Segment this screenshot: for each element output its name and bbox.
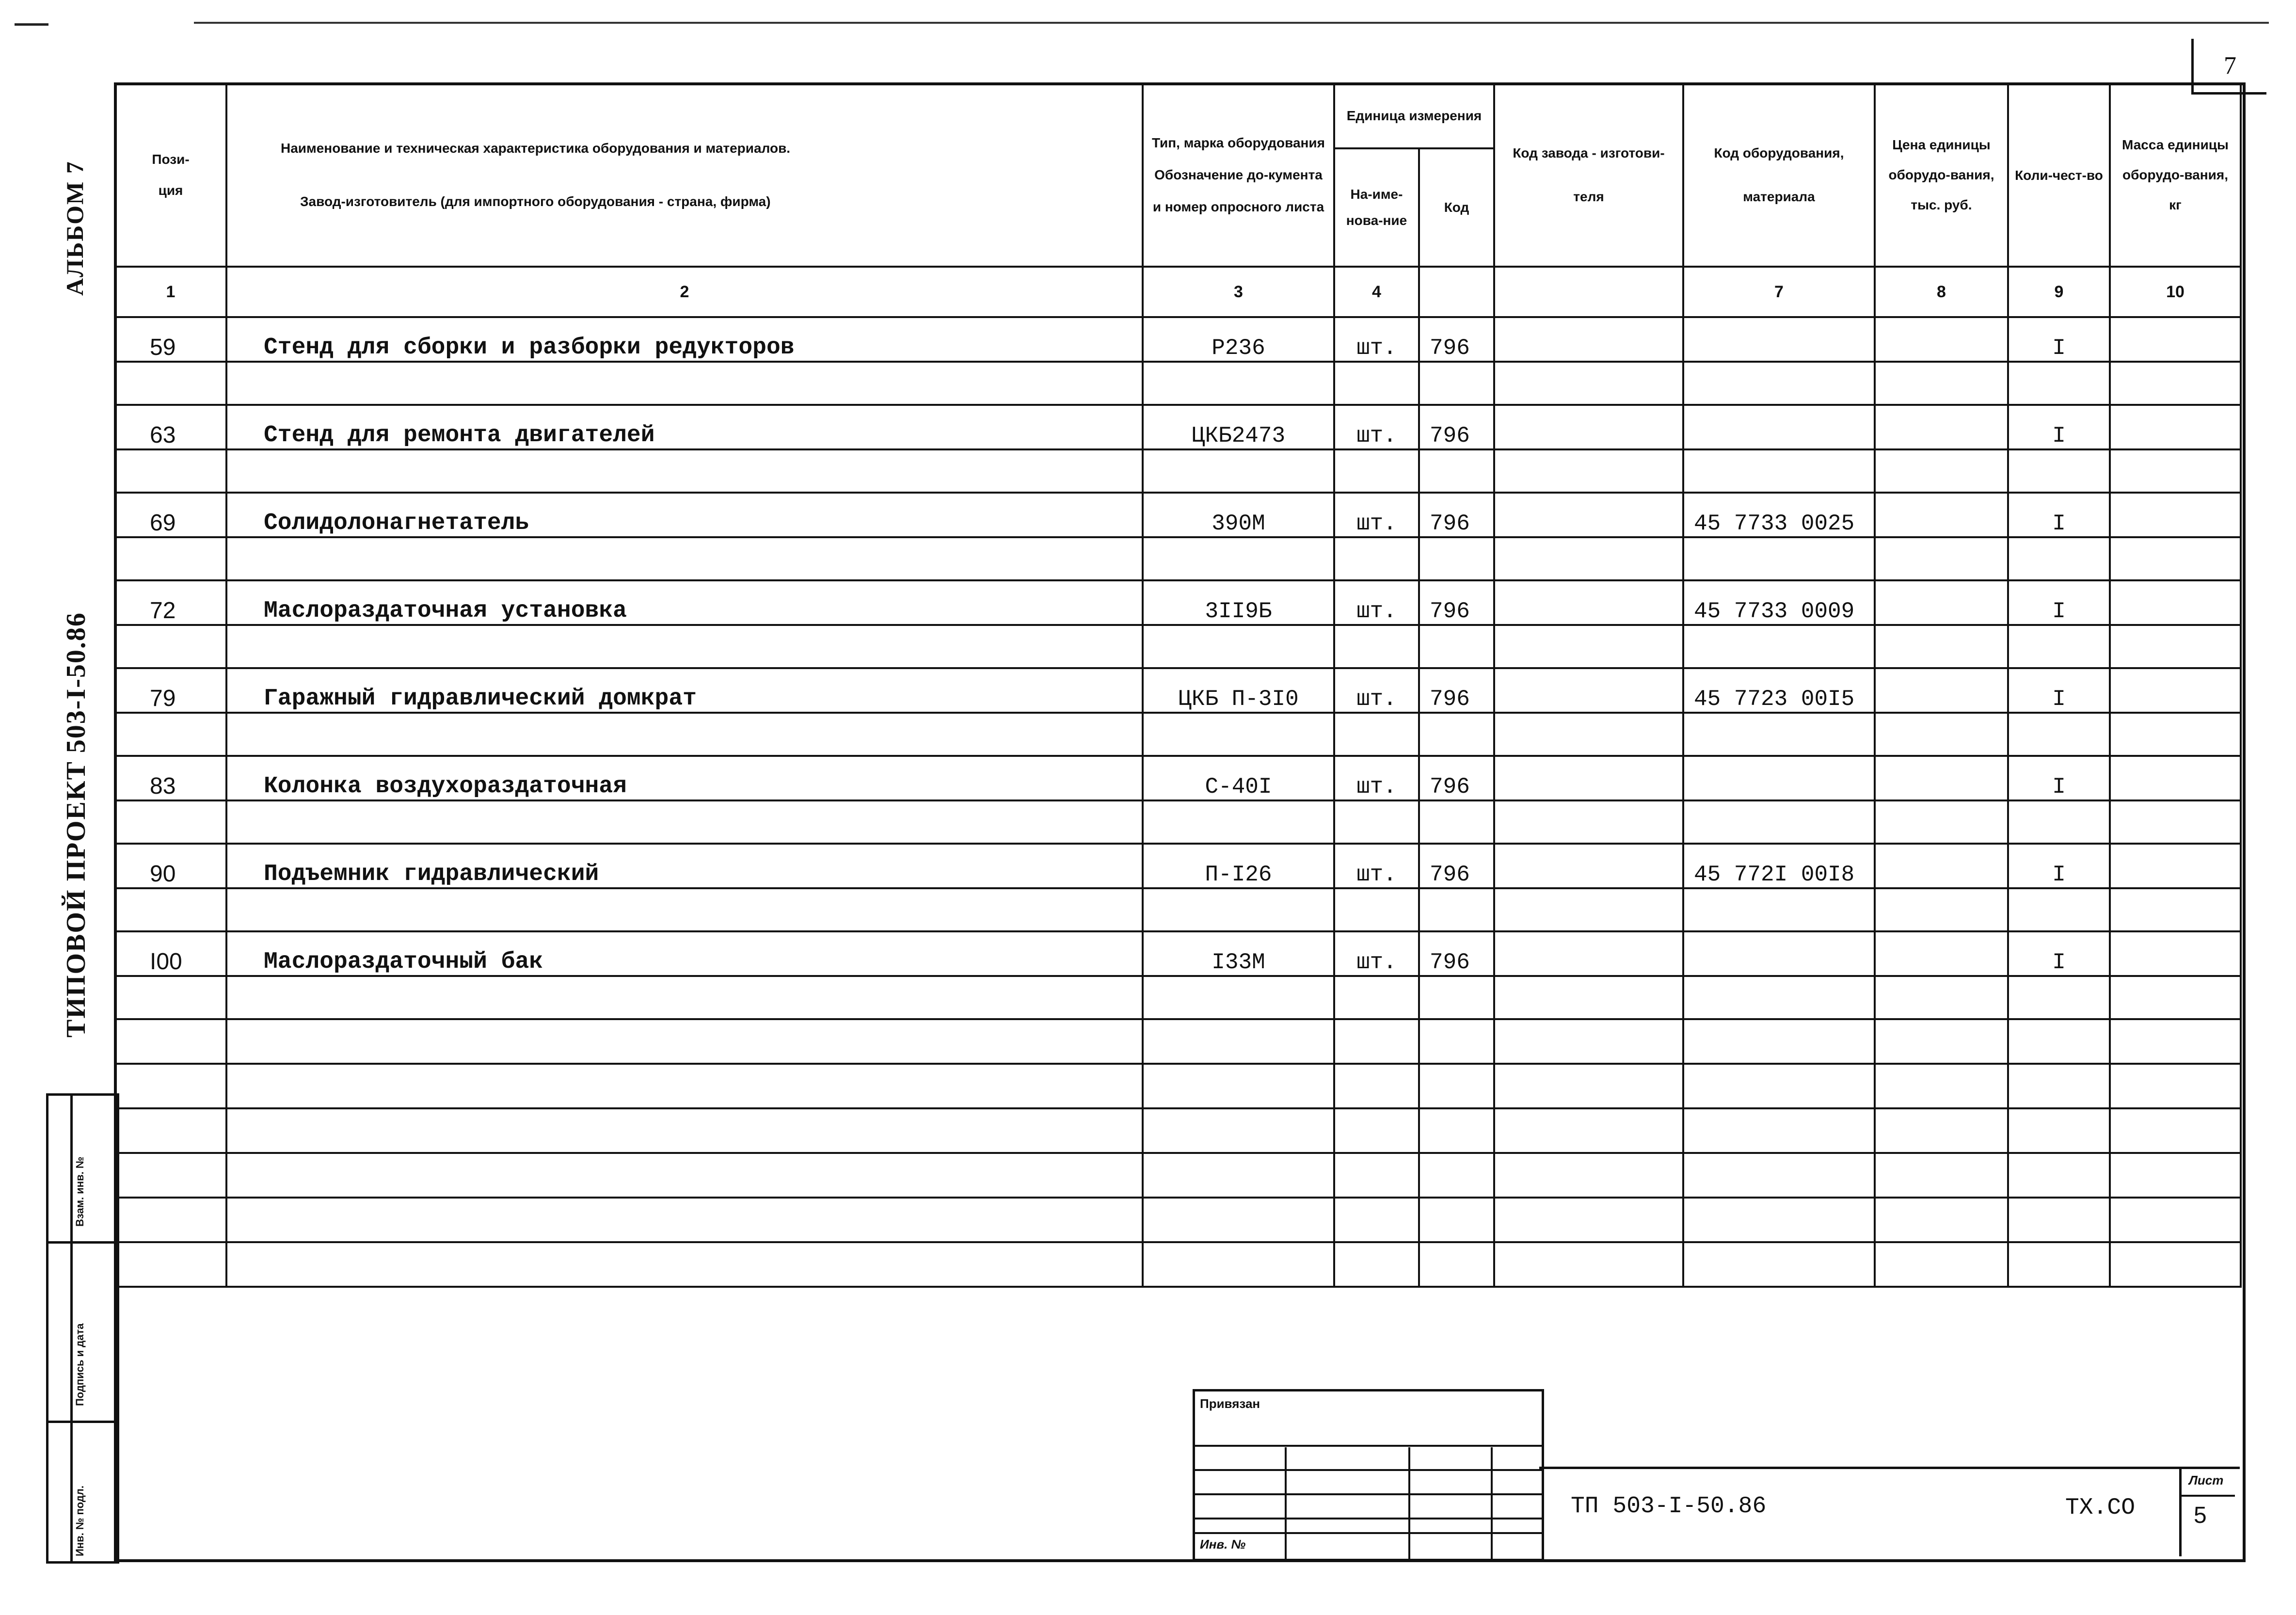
sheet-number: 5 <box>2194 1503 2207 1528</box>
column-number: 1 <box>115 267 226 317</box>
cell-type: 3II9Б <box>1143 580 1334 625</box>
cell-mass <box>2110 756 2241 800</box>
table-row <box>115 493 2241 537</box>
cell-pos: 59 <box>115 317 226 362</box>
cell-type: ЦКБ2473 <box>1143 405 1334 449</box>
cell-mass <box>2110 844 2241 888</box>
cell-factory-code <box>1494 405 1683 449</box>
page-number: 7 <box>2191 39 2266 95</box>
cell-qty: I <box>2008 668 2110 713</box>
header-equipment-code: Код оборудования, материала <box>1683 83 1875 267</box>
table-spacer-row <box>115 976 2241 1019</box>
cell-unit-code: 796 <box>1419 668 1494 713</box>
cell-name: Стенд для ремонта двигателей <box>226 405 1143 449</box>
cell-unit-code: 796 <box>1419 317 1494 362</box>
cell-pos: 90 <box>115 844 226 888</box>
header-name: Наименование и техническая характеристика оборудования и материалов. Завод-изготовитель (для импортного оборудования - страна, фирма) <box>226 83 1143 267</box>
cell-type: Р236 <box>1143 317 1334 362</box>
cell-equip-code <box>1683 317 1875 362</box>
cell-factory-code <box>1494 668 1683 713</box>
cell-unit-code: 796 <box>1419 844 1494 888</box>
column-number <box>1419 267 1494 317</box>
album-label: АЛЬБОМ 7 <box>61 160 88 296</box>
cell-equip-code <box>1683 756 1875 800</box>
cell-name: Колонка воздухораздаточная <box>226 756 1143 800</box>
cell-unit: шт. <box>1334 668 1419 713</box>
cell-mass <box>2110 405 2241 449</box>
cell-pos: 72 <box>115 580 226 625</box>
header-factory-code: Код завода - изготови-теля <box>1494 83 1683 267</box>
title-block <box>1193 1389 2240 1556</box>
cell-factory-code <box>1494 317 1683 362</box>
empty-row <box>115 1198 2241 1242</box>
stamp-label-inv: Инв. № подл. <box>74 1486 86 1556</box>
document-code: ТП 503-I-50.86 <box>1571 1493 1767 1519</box>
cell-equip-code: 45 7733 0025 <box>1683 493 1875 537</box>
cell-mass <box>2110 317 2241 362</box>
table-row <box>115 844 2241 888</box>
cell-factory-code <box>1494 493 1683 537</box>
cell-equip-code: 45 772I 00I8 <box>1683 844 1875 888</box>
cell-unit: шт. <box>1334 580 1419 625</box>
cell-mass <box>2110 493 2241 537</box>
empty-row <box>115 1108 2241 1153</box>
cell-price <box>1875 844 2008 888</box>
cell-pos: I00 <box>115 931 226 976</box>
header-unit-code: Код <box>1419 148 1494 267</box>
cell-mass <box>2110 931 2241 976</box>
specification-table <box>114 82 2242 1288</box>
cell-factory-code <box>1494 580 1683 625</box>
project-label: ТИПОВОЙ ПРОЕКТ 503-I-50.86 <box>61 612 91 1038</box>
header-unit-group: Единица измерения <box>1334 83 1494 148</box>
table-row <box>115 580 2241 625</box>
cell-price <box>1875 931 2008 976</box>
column-number: 3 <box>1143 267 1334 317</box>
inventory-label: Инв. № <box>1200 1537 1246 1551</box>
header-row-1 <box>115 83 2241 148</box>
table-row <box>115 756 2241 800</box>
stamp-label-sign: Подпись и дата <box>74 1323 86 1406</box>
table-spacer-row <box>115 888 2241 931</box>
cell-name: Гаражный гидравлический домкрат <box>226 668 1143 713</box>
cell-price <box>1875 756 2008 800</box>
column-number-row <box>115 267 2241 317</box>
table-spacer-row <box>115 537 2241 580</box>
stamp-label-replace: Взам. инв. № <box>74 1156 86 1227</box>
cell-unit-code: 796 <box>1419 931 1494 976</box>
cell-pos: 63 <box>115 405 226 449</box>
header-price: Цена единицы оборудо-вания, тыс. руб. <box>1875 83 2008 267</box>
column-number: 8 <box>1875 267 2008 317</box>
cell-equip-code: 45 7723 00I5 <box>1683 668 1875 713</box>
cell-name: Солидолонагнетатель <box>226 493 1143 537</box>
cell-unit-code: 796 <box>1419 493 1494 537</box>
cell-qty: I <box>2008 493 2110 537</box>
cell-pos: 69 <box>115 493 226 537</box>
cell-factory-code <box>1494 756 1683 800</box>
cell-pos: 83 <box>115 756 226 800</box>
cell-unit: шт. <box>1334 756 1419 800</box>
cell-name: Маслораздаточная установка <box>226 580 1143 625</box>
table-spacer-row <box>115 362 2241 405</box>
cell-type: П-I26 <box>1143 844 1334 888</box>
empty-row <box>115 1064 2241 1108</box>
cell-type: С-40I <box>1143 756 1334 800</box>
cell-qty: I <box>2008 756 2110 800</box>
cell-equip-code <box>1683 931 1875 976</box>
cell-mass <box>2110 668 2241 713</box>
cell-factory-code <box>1494 931 1683 976</box>
empty-row <box>115 1153 2241 1198</box>
table-spacer-row <box>115 625 2241 668</box>
column-number <box>1494 267 1683 317</box>
cell-price <box>1875 317 2008 362</box>
column-number: 9 <box>2008 267 2110 317</box>
cell-name: Стенд для сборки и разборки редукторов <box>226 317 1143 362</box>
sheet-box <box>2179 1468 2235 1556</box>
column-number: 2 <box>226 267 1143 317</box>
cell-qty: I <box>2008 844 2110 888</box>
table-spacer-row <box>115 713 2241 756</box>
table-row <box>115 668 2241 713</box>
cell-price <box>1875 580 2008 625</box>
cell-unit: шт. <box>1334 931 1419 976</box>
header-mass: Масса единицы оборудо-вания, кг <box>2110 83 2241 267</box>
cell-unit-code: 796 <box>1419 580 1494 625</box>
title-line <box>1539 1467 2240 1469</box>
table-row <box>115 405 2241 449</box>
cell-pos: 79 <box>115 668 226 713</box>
cell-equip-code: 45 7733 0009 <box>1683 580 1875 625</box>
empty-row <box>115 1019 2241 1064</box>
empty-row <box>115 1242 2241 1287</box>
cell-factory-code <box>1494 844 1683 888</box>
cell-qty: I <box>2008 317 2110 362</box>
cell-price <box>1875 405 2008 449</box>
cell-equip-code <box>1683 405 1875 449</box>
stamp-strip <box>46 1093 119 1564</box>
cell-unit: шт. <box>1334 844 1419 888</box>
cell-unit-code: 796 <box>1419 756 1494 800</box>
cell-qty: I <box>2008 405 2110 449</box>
section-code: ТХ.СО <box>2065 1495 2136 1521</box>
column-number: 10 <box>2110 267 2241 317</box>
cell-unit-code: 796 <box>1419 405 1494 449</box>
attachment-grid <box>1193 1389 1544 1561</box>
cell-unit: шт. <box>1334 317 1419 362</box>
header-quantity: Коли-чест-во <box>2008 83 2110 267</box>
attached-label: Привязан <box>1200 1396 1260 1411</box>
cell-price <box>1875 493 2008 537</box>
column-number: 4 <box>1334 267 1419 317</box>
header-position: Пози- ция <box>115 83 226 267</box>
cell-unit: шт. <box>1334 493 1419 537</box>
table-row <box>115 317 2241 362</box>
header-unit-name: На-име-нова-ние <box>1334 148 1419 267</box>
cell-qty: I <box>2008 931 2110 976</box>
cell-type: 390М <box>1143 493 1334 537</box>
cell-qty: I <box>2008 580 2110 625</box>
cell-name: Подъемник гидравлический <box>226 844 1143 888</box>
cell-type: I33М <box>1143 931 1334 976</box>
cell-type: ЦКБ П-3I0 <box>1143 668 1334 713</box>
table-spacer-row <box>115 449 2241 493</box>
table-spacer-row <box>115 800 2241 844</box>
header-type: Тип, марка оборудования Обозначение до-кумента и номер опросного листа <box>1143 83 1334 267</box>
table-row <box>115 931 2241 976</box>
cell-price <box>1875 668 2008 713</box>
cell-unit: шт. <box>1334 405 1419 449</box>
cell-mass <box>2110 580 2241 625</box>
top-dash <box>15 23 48 26</box>
column-number: 7 <box>1683 267 1875 317</box>
cell-name: Маслораздаточный бак <box>226 931 1143 976</box>
sheet-label: Лист <box>2189 1473 2224 1487</box>
top-rule <box>194 22 2269 24</box>
